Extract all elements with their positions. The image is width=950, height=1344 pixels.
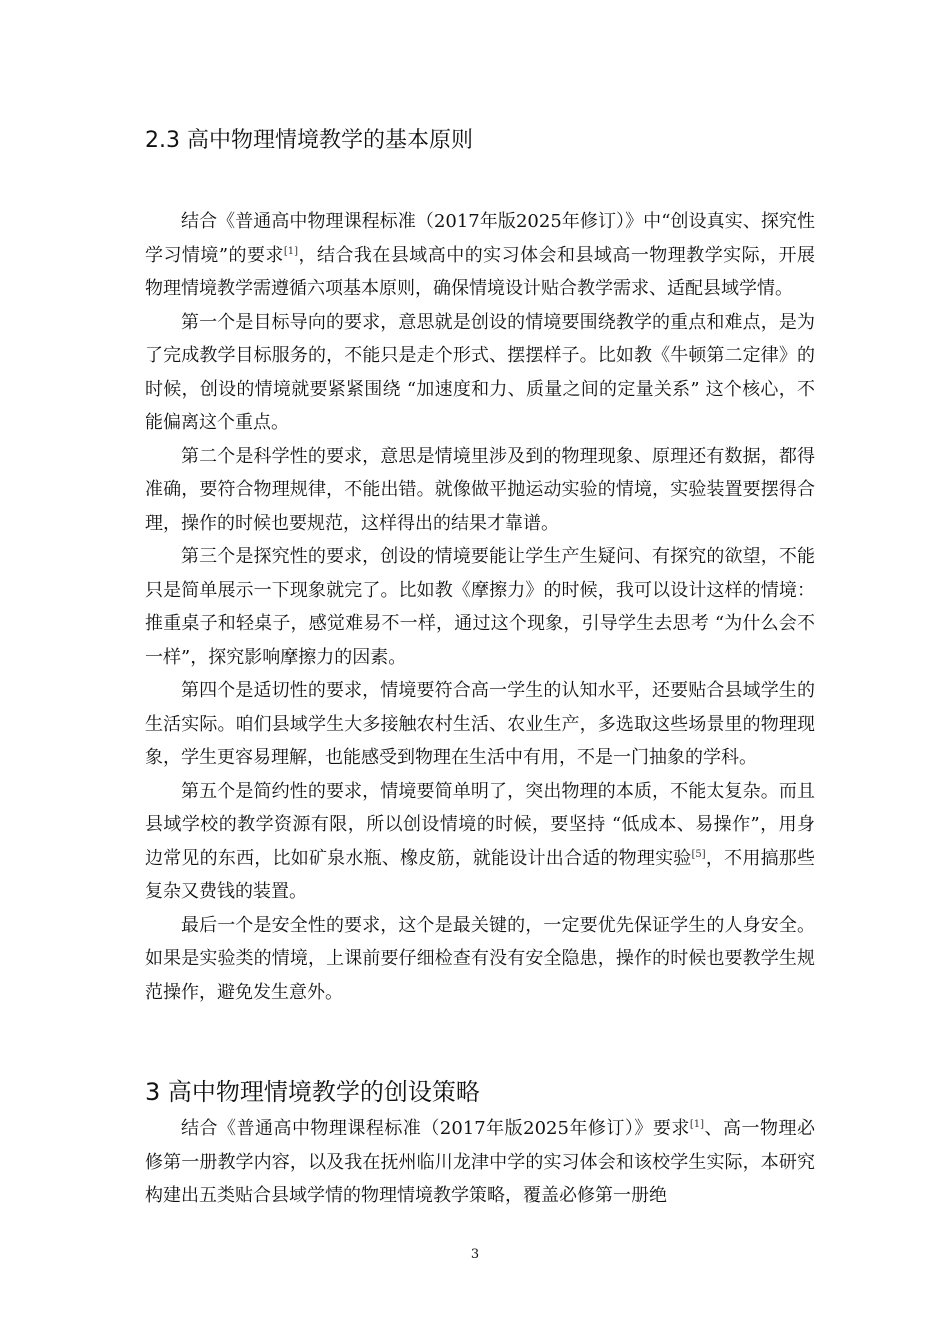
- intro-text-part-1: 结合《普通高中物理课程标准（2017年版2025年修订）》中“创设真实、探究性学习情境”的要求: [145, 211, 815, 266]
- principle-6-paragraph: 最后一个是安全性的要求，这个是最关键的，一定要优先保证学生的人身安全。如果是实验类的情境，上课前要仔细检查有没有安全隐患，操作的时候也要教学生规范操作，避免发生意外。: [145, 914, 815, 1003]
- section-3-body: [145, 1112, 815, 1213]
- intro-text-part-2: ，结合我在县域高中的实习体会和县域高一物理教学实际，开展物理情境教学需遵循六项基本原则，确保情境设计贴合教学需求、适配县域学情。: [145, 244, 816, 299]
- principle-5-text-part-2: ，不用搞那些复杂又费钱的装置。: [145, 847, 816, 902]
- citation-1: [1]: [283, 245, 299, 257]
- principle-3-paragraph: 第三个是探究性的要求，创设的情境要能让学生产生疑问、有探究的欲望，不能只是简单展示一下现象就完了。比如教《摩擦力》的时候，我可以设计这样的情境：推重桌子和轻桌子，感觉难易不一样，通过这个现象，引导学生去思考 “为什么会不一样”，探究影响摩擦力的因素。: [145, 546, 815, 668]
- principle-5-text-part-1: 第五个是简约性的要求，情境要简单明了，突出物理的本质，不能太复杂。而且县域学校的教学资源有限，所以创设情境的时候，要坚持 “低成本、易操作”，用身边常见的东西，比如矿泉水瓶、橡皮筋，就能设计出合适的物理实验: [145, 780, 815, 869]
- section-heading-2-3: 2.3 高中物理情境教学的基本原则: [145, 128, 473, 153]
- section-3-intro-paragraph: [145, 1112, 815, 1213]
- principle-4-paragraph: 第四个是适切性的要求，情境要符合高一学生的认知水平，还要贴合县域学生的生活实际。咱们县域学生大多接触农村生活、农业生产，多选取这些场景里的物理现象，学生更容易理解，也能感受到物理在生活中有用，不是一门抽象的学科。: [145, 680, 815, 768]
- citation-1-again: [1]: [689, 1119, 705, 1130]
- section-2-3-body: [145, 205, 815, 1009]
- page-number: 3: [470, 1247, 480, 1262]
- principle-2-paragraph: 第二个是科学性的要求，意思是情境里涉及到的物理现象、原理还有数据，都得准确，要符合物理规律，不能出错。就像做平抛运动实验的情境，实验装置要摆得合理，操作的时候也要规范，这样得出的结果才靠谱。: [145, 445, 815, 534]
- intro-paragraph: [145, 205, 815, 306]
- principle-1-paragraph: 第一个是目标导向的要求，意思就是创设的情境要围绕教学的重点和难点，是为了完成教学目标服务的，不能只是走个形式、摆摆样子。比如教《牛顿第二定律》的时候，创设的情境就要紧紧围绕 “加速度和力、质量之间的定量关系” 这个核心，不能偏离这个重点。: [145, 311, 815, 433]
- section-heading-3: 3 高中物理情境教学的创设策略: [145, 1078, 480, 1106]
- principle-5-paragraph: [145, 775, 815, 909]
- section-3-intro-text-part-1: 结合《普通高中物理课程标准（2017年版2025年修订）》要求: [181, 1118, 690, 1139]
- section-3-intro-text-part-2: 、高一物理必修第一册教学内容，以及我在抚州临川龙津中学的实习体会和该校学生实际，本研究构建出五类贴合县域学情的物理情境教学策略，覆盖必修第一册绝: [145, 1118, 816, 1206]
- citation-5: [5]: [691, 848, 706, 860]
